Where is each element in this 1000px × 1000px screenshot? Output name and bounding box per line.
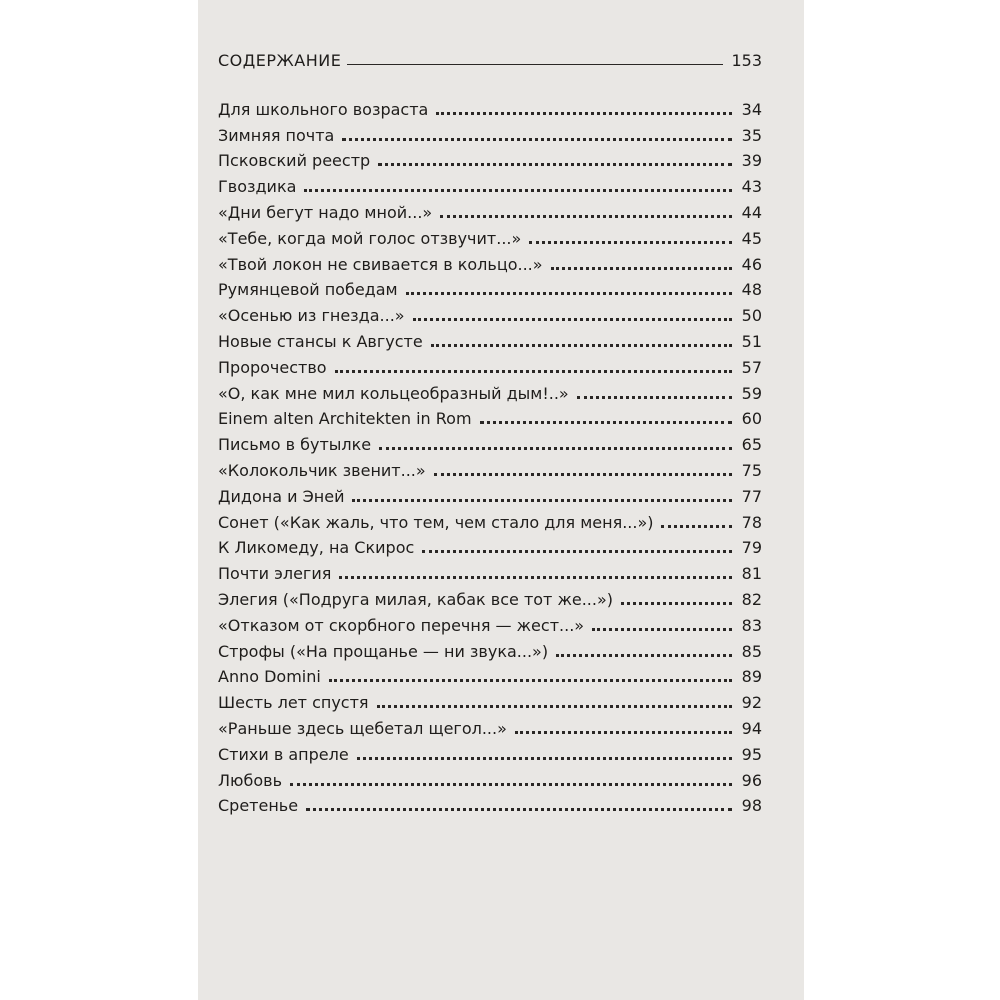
toc-entry	[218, 481, 762, 507]
toc-entry	[218, 249, 762, 275]
toc-entry-title: Зимняя почта	[218, 125, 335, 145]
toc-entry-title: «Отказом от скорбного перечня — жест...»	[218, 615, 585, 635]
toc-entry-title: Пророчество	[218, 357, 327, 377]
toc-entry	[218, 791, 762, 817]
dot-leader	[480, 421, 732, 424]
toc-entry-page: 75	[741, 460, 762, 480]
dot-leader	[529, 241, 732, 244]
dot-leader	[556, 654, 732, 657]
toc-entry-title: Einem alten Architekten in Rom	[218, 409, 472, 429]
toc-entry	[218, 404, 762, 430]
toc-entry-title: Любовь	[218, 770, 283, 790]
toc-entry	[218, 300, 762, 326]
toc-entry-title: Новые стансы к Августе	[218, 331, 423, 351]
dot-leader	[342, 138, 732, 141]
toc-entry-page: 94	[741, 718, 762, 738]
toc-entry-title: К Ликомеду, на Скирос	[218, 538, 415, 558]
toc-entry-page: 43	[741, 177, 762, 197]
dot-leader	[378, 163, 732, 166]
toc-entry-page: 89	[741, 667, 762, 687]
toc-entry-title: Элегия («Подруга милая, кабак все тот же...»)	[218, 589, 613, 609]
toc-entry-page: 59	[741, 383, 762, 403]
toc-entry-title: Дидона и Эней	[218, 486, 345, 506]
dot-leader	[551, 267, 732, 270]
toc-entry	[218, 223, 762, 249]
toc-entry-page: 50	[741, 306, 762, 326]
toc-entry	[218, 94, 762, 120]
dot-leader	[357, 757, 732, 760]
toc-entry-page: 48	[741, 280, 762, 300]
toc-entry-title: Шесть лет спустя	[218, 693, 369, 713]
toc-entry-title: «Колокольчик звенит...»	[218, 460, 426, 480]
toc-entry	[218, 558, 762, 584]
toc-entry-page: 81	[741, 564, 762, 584]
toc-entry-title: «Осенью из гнезда...»	[218, 306, 405, 326]
toc-entry-page: 96	[741, 770, 762, 790]
toc-entry-page: 95	[741, 744, 762, 764]
toc-entry	[218, 636, 762, 662]
toc-entry-page: 78	[741, 512, 762, 532]
dot-leader	[377, 705, 732, 708]
toc-entry-title: Псковский реестр	[218, 151, 371, 171]
toc-entry	[218, 429, 762, 455]
toc-entry	[218, 326, 762, 352]
toc-entry-page: 77	[741, 486, 762, 506]
toc-entry-page: 98	[741, 796, 762, 816]
toc-entry-title: Строфы («На прощанье — ни звука...»)	[218, 641, 549, 661]
dot-leader	[304, 189, 732, 192]
dot-leader	[406, 292, 732, 295]
toc-entry-title: Почти элегия	[218, 564, 332, 584]
table-of-contents	[218, 94, 762, 816]
toc-entry-page: 34	[741, 99, 762, 119]
toc-entry-page: 65	[741, 435, 762, 455]
toc-entry-title: «Раньше здесь щебетал щегол...»	[218, 718, 507, 738]
toc-entry-page: 39	[741, 151, 762, 171]
toc-entry	[218, 507, 762, 533]
dot-leader	[329, 679, 732, 682]
dot-leader	[515, 731, 732, 734]
dot-leader	[422, 550, 732, 553]
toc-entry	[218, 378, 762, 404]
dot-leader	[434, 473, 732, 476]
dot-leader	[436, 112, 732, 115]
dot-leader	[335, 370, 732, 373]
toc-entry-title: «Дни бегут надо мной...»	[218, 202, 433, 222]
toc-entry	[218, 352, 762, 378]
toc-entry	[218, 146, 762, 172]
toc-entry-title: «Тебе, когда мой голос отзвучит...»	[218, 228, 522, 248]
toc-entry-title: Сретенье	[218, 796, 299, 816]
toc-entry-title: Письмо в бутылке	[218, 435, 372, 455]
toc-entry-title: Румянцевой победам	[218, 280, 398, 300]
toc-entry-page: 83	[741, 615, 762, 635]
dot-leader	[306, 808, 732, 811]
page-number: 153	[731, 51, 762, 70]
toc-entry	[218, 171, 762, 197]
toc-entry	[218, 120, 762, 146]
toc-entry	[218, 275, 762, 301]
header-rule	[347, 64, 723, 65]
dot-leader	[339, 576, 732, 579]
toc-entry	[218, 765, 762, 791]
toc-entry	[218, 610, 762, 636]
toc-entry-page: 92	[741, 693, 762, 713]
toc-entry	[218, 713, 762, 739]
toc-entry-page: 60	[741, 409, 762, 429]
dot-leader	[379, 447, 732, 450]
toc-entry-title: Anno Domini	[218, 667, 321, 687]
toc-entry-page: 85	[741, 641, 762, 661]
toc-entry-page: 44	[741, 202, 762, 222]
toc-entry	[218, 533, 762, 559]
dot-leader	[290, 783, 732, 786]
running-header	[218, 46, 762, 70]
section-title: СОДЕРЖАНИЕ	[218, 51, 342, 70]
toc-entry-page: 82	[741, 589, 762, 609]
toc-entry-title: Для школьного возраста	[218, 99, 429, 119]
toc-entry-page: 51	[741, 331, 762, 351]
toc-entry-page: 79	[741, 538, 762, 558]
toc-entry-title: Сонет («Как жаль, что тем, чем стало для меня...»)	[218, 512, 654, 532]
toc-entry	[218, 455, 762, 481]
dot-leader	[440, 215, 732, 218]
toc-entry	[218, 687, 762, 713]
dot-leader	[592, 628, 732, 631]
toc-entry-page: 45	[741, 228, 762, 248]
toc-entry-title: «Твой локон не свивается в кольцо...»	[218, 254, 543, 274]
toc-entry	[218, 584, 762, 610]
toc-entry-page: 35	[741, 125, 762, 145]
dot-leader	[352, 499, 732, 502]
toc-entry-title: Стихи в апреле	[218, 744, 349, 764]
toc-entry	[218, 197, 762, 223]
book-page	[198, 0, 804, 1000]
dot-leader	[413, 318, 732, 321]
toc-entry	[218, 662, 762, 688]
toc-entry-title: «О, как мне мил кольцеобразный дым!..»	[218, 383, 569, 403]
toc-entry-page: 46	[741, 254, 762, 274]
toc-entry-title: Гвоздика	[218, 177, 297, 197]
dot-leader	[577, 396, 732, 399]
dot-leader	[431, 344, 732, 347]
toc-entry-page: 57	[741, 357, 762, 377]
dot-leader	[661, 525, 732, 528]
dot-leader	[621, 602, 732, 605]
toc-entry	[218, 739, 762, 765]
